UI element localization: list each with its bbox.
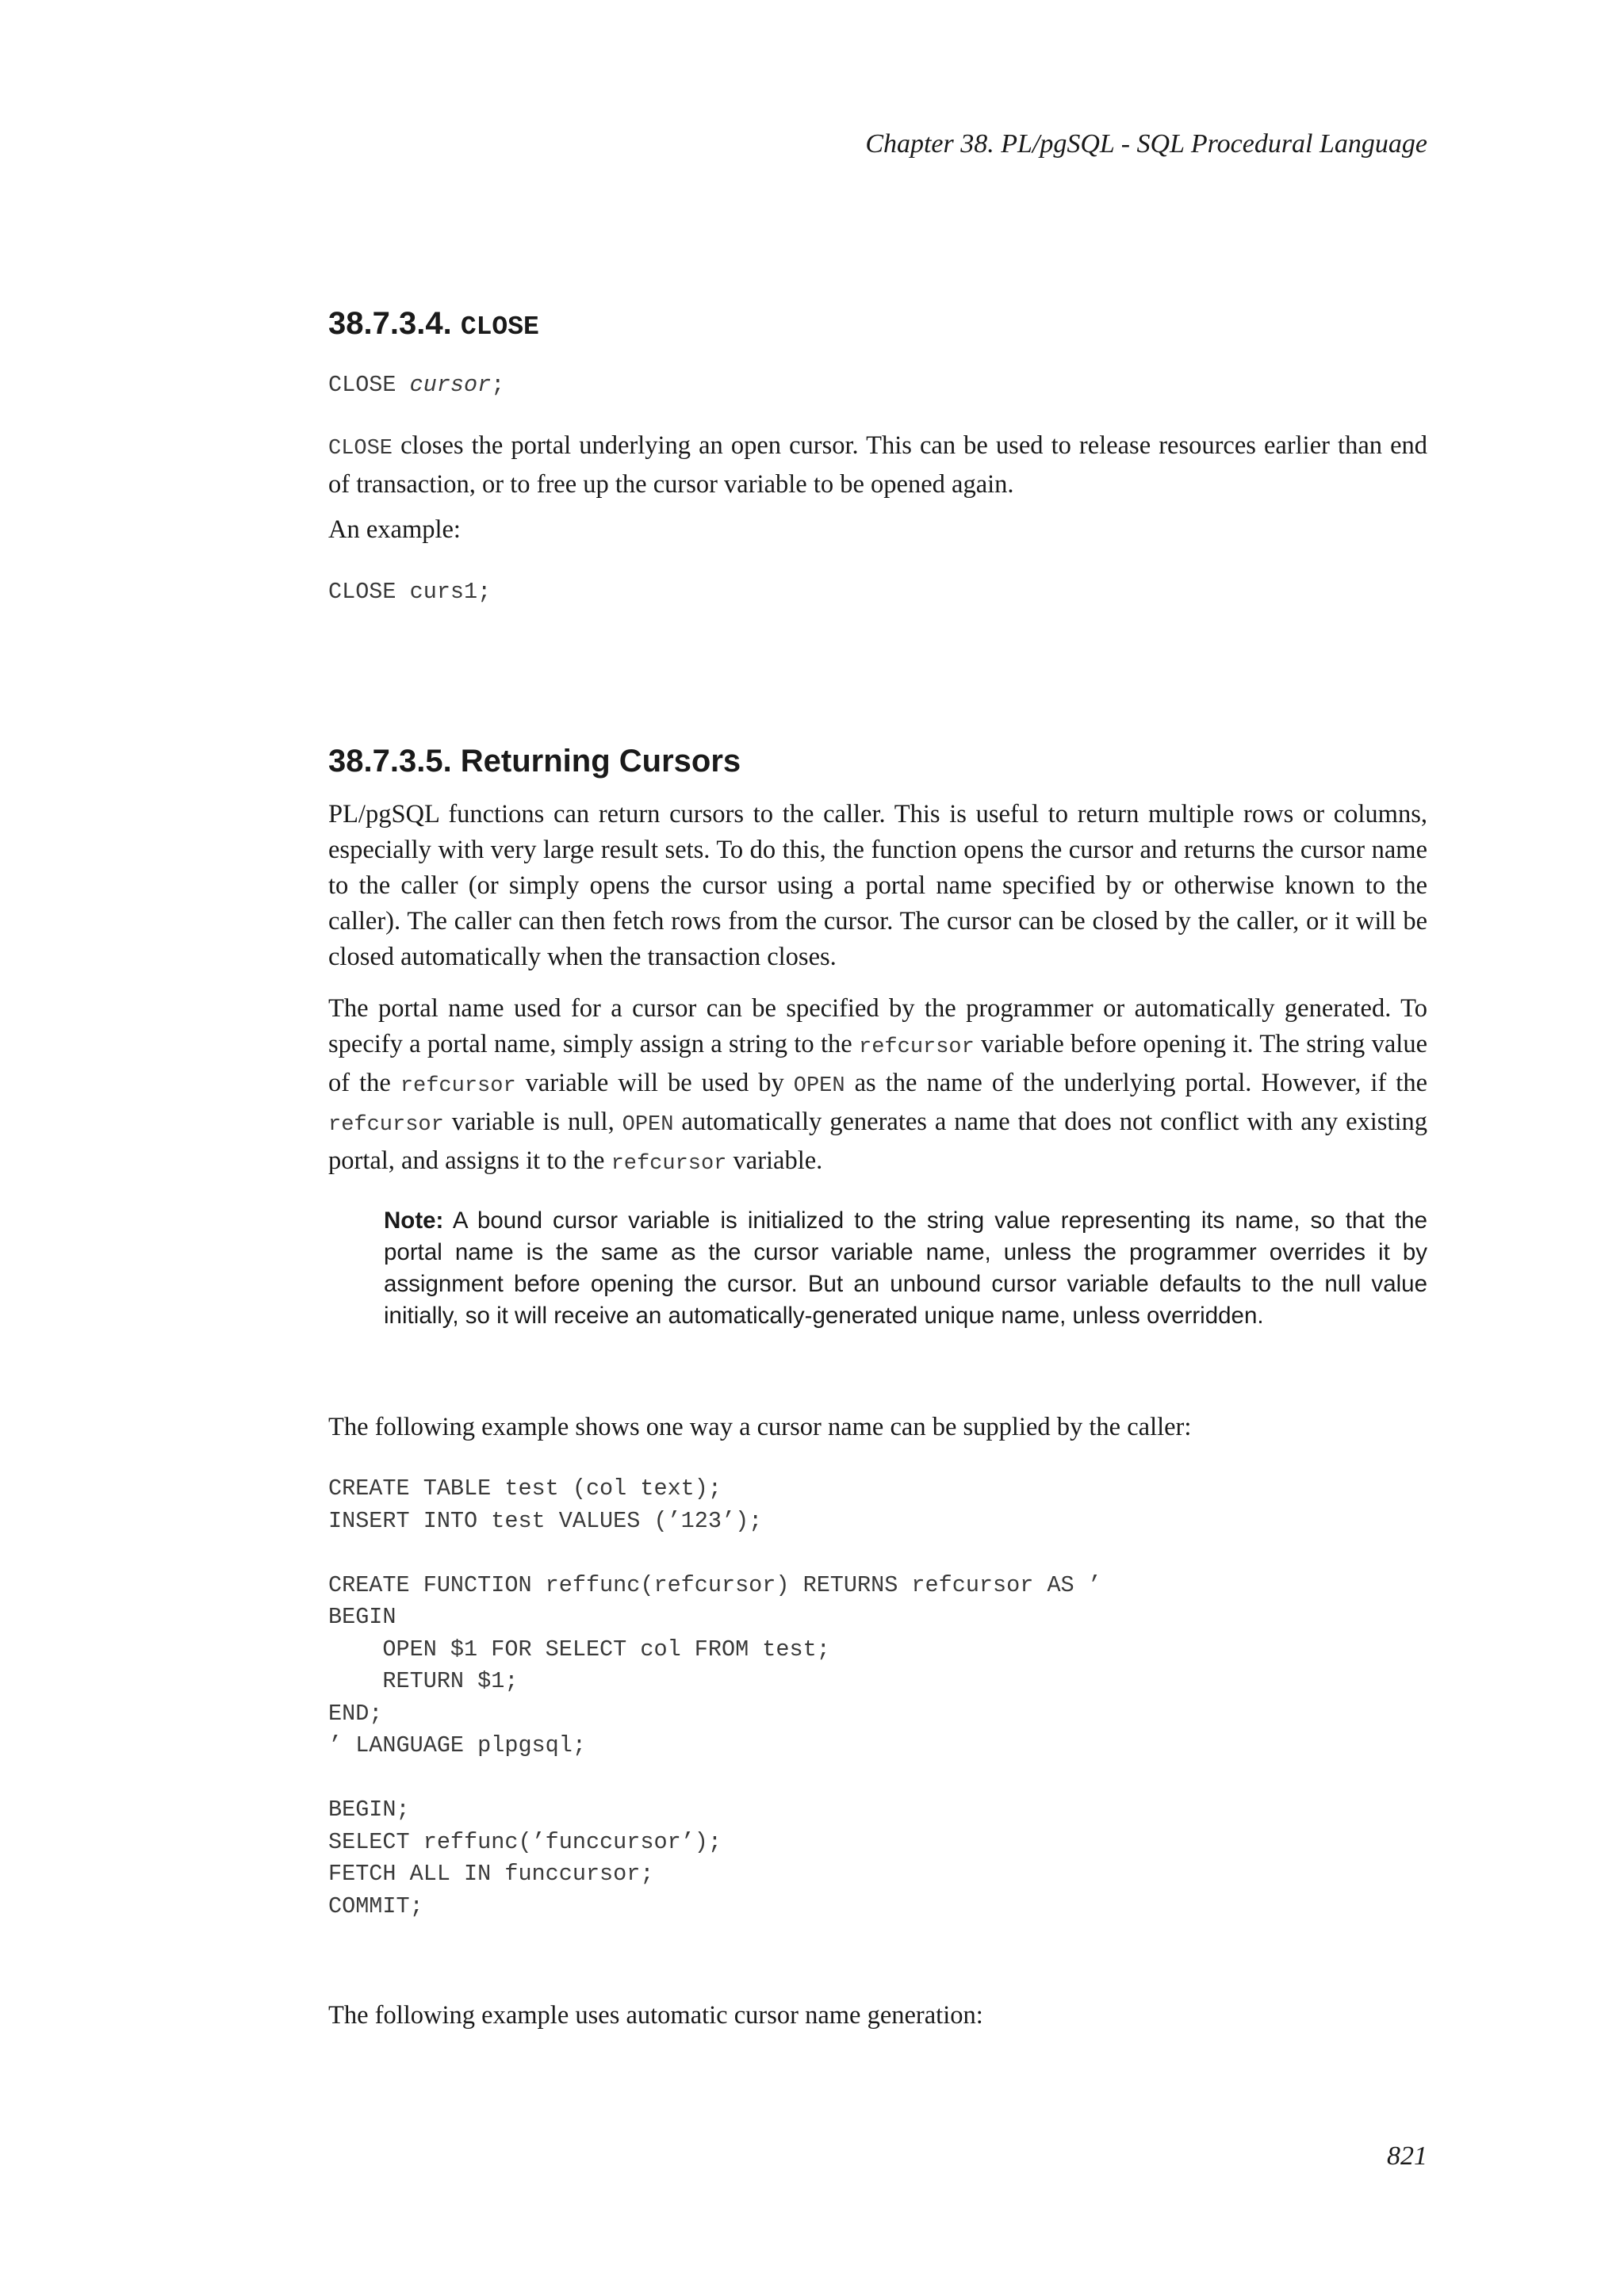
page-number: 821 xyxy=(1387,2141,1427,2171)
section-heading-returning-cursors: 38.7.3.5. Returning Cursors xyxy=(328,744,741,779)
section-heading-close xyxy=(328,304,539,347)
close-description: CLOSE closes the portal underlying an open cursor. This can be used to release resources earlier than end of transaction, or to free up the cursor variable to be opened again. xyxy=(328,431,1427,499)
note-box: Note: A bound cursor variable is initialized to the string value representing its name, so that the portal name is the same as the cursor variable name, unless the programmer overrides it by assignment before opening the cursor. But an unbound cursor variable defaults to the null value initially, so it will receive an automatically-generated unique name, unless overridden. xyxy=(384,1207,1427,1329)
example1-code-block: CREATE TABLE test (col text); INSERT INTO test VALUES (’123’); CREATE FUNCTION reffunc(refcursor) RETURNS refcursor AS ’ BEGIN OPEN $1 FOR SELECT col FROM test; RETURN $1; END; ’ LANGUAGE plpgsql; BEGIN; SELECT reffunc(’funccursor’); FETCH ALL IN funccursor; COMMIT; xyxy=(328,1475,1101,1919)
running-header: Chapter 38. PL/pgSQL - SQL Procedural Language xyxy=(865,129,1427,159)
close-example-code: CLOSE curs1; xyxy=(328,579,492,605)
example1-intro: The following example shows one way a cursor name can be supplied by the caller: xyxy=(328,1413,1192,1441)
note-label: Note: xyxy=(384,1207,444,1234)
close-synopsis: CLOSE cursor; xyxy=(328,372,505,398)
document-page xyxy=(328,0,1427,2296)
section-keyword: CLOSE xyxy=(460,312,539,342)
section-number: 38.7.3.4. xyxy=(328,306,452,341)
synopsis-argument: cursor xyxy=(409,372,492,398)
returning-cursors-paragraph-2: The portal name used for a cursor can be specified by the programmer or automatically generated. To specify a portal name, simply assign a string to the refcursor variable before opening it. The string value of the refcursor variable will be used by OPEN as the name of the underlying portal. However, if the refcursor variable is null, OPEN automatically generates a name that does not conflict with any existing portal, and assigns it to the refcursor variable. xyxy=(328,994,1428,1176)
example-label: An example: xyxy=(328,515,461,544)
example2-intro: The following example uses automatic cursor name generation: xyxy=(328,2001,983,2030)
returning-cursors-paragraph-1: PL/pgSQL functions can return cursors to the caller. This is useful to return multiple rows or columns, especially with very large result sets. To do this, the function opens the cursor and returns the cursor name to the caller (or simply opens the cursor using a portal name specified by or otherwise known to the caller). The caller can then fetch rows from the cursor. The cursor can be closed by the caller, or it will be closed automatically when the transaction closes. xyxy=(328,800,1427,971)
